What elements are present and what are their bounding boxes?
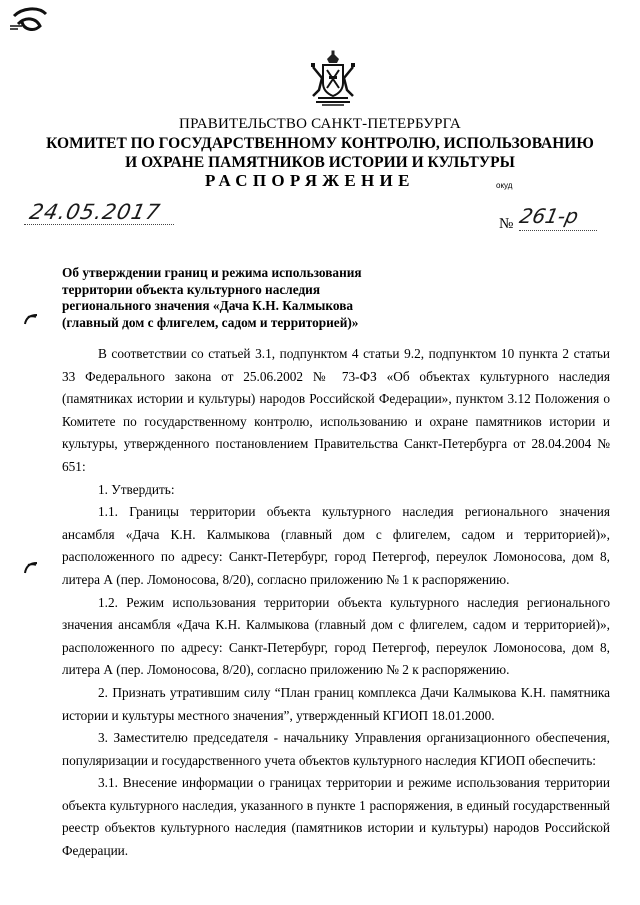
subject-line: регионального значения «Дача К.Н. Калмыкова bbox=[62, 298, 354, 313]
item-1-2-paragraph: 1.2. Режим использования территории объекта культурного наследия регионального значения ансамбля «Дача К.Н. Калмыкова (главный дом с флигелем, садом и территорией)», расположенного по адресу: Санкт-Петербург, город Петергоф, переулок Ломоносова, дом 8, литера А (пер. Ломоносова, 8/20), согласно приложению № 2 к распоряжению. bbox=[62, 594, 610, 678]
committee-line-1: КОМИТЕТ ПО ГОСУДАРСТВЕННОМУ КОНТРОЛЮ, ИСПОЛЬЗОВАНИЮ bbox=[46, 135, 594, 152]
corner-scribble-mark bbox=[8, 4, 52, 36]
handwritten-date: 24.05.2017 bbox=[27, 200, 163, 224]
government-title: ПРАВИТЕЛЬСТВО САНКТ-ПЕТЕРБУРГА bbox=[179, 116, 461, 132]
document-body bbox=[62, 343, 610, 863]
subject-line: территории объекта культурного наследия bbox=[62, 281, 321, 297]
subject-line: Об утверждении границ и режима использования bbox=[62, 265, 362, 280]
number-underline bbox=[519, 230, 597, 231]
date-underline bbox=[24, 224, 174, 225]
margin-mark-icon bbox=[22, 312, 40, 328]
document-type-title: РАСПОРЯЖЕНИЕ bbox=[205, 171, 415, 190]
committee-title bbox=[0, 134, 640, 172]
committee-line-2: И ОХРАНЕ ПАМЯТНИКОВ ИСТОРИИ И КУЛЬТУРЫ bbox=[125, 154, 515, 171]
item-1-1-paragraph: 1.1. Границы территории объекта культурного наследия регионального значения ансамбля «Дача К.Н. Калмыкова (главный дом с флигелем, садом и территорией)», расположенного по адресу: Санкт-Петербург, город Петергоф, переулок Ломоносова, дом 8, литера А (пер. Ломоносова, 8/20), согласно приложению № 1 к распоряжению. bbox=[62, 504, 610, 587]
okud-label: окуд bbox=[496, 181, 513, 190]
preamble-paragraph: В соответствии со статьей 3.1, подпунктом 4 статьи 9.2, подпунктом 10 пункта 2 статьи 33 Федерального закона от 25.06.2002 № 73-ФЗ «Об объектах культурного наследия (памятниках истории и культуры) народов Российской Федерации», пунктом 3.12 Положения о Комитете по государственному контролю, использованию и охране памятников истории и культуры, утвержденного постановлением Правительства Санкт-Петербурга от 28.04.2004 № 651: bbox=[62, 346, 610, 474]
item-3-1-paragraph: 3.1. Внесение информации о границах территории и режиме использования территории объекта культурного наследия, указанного в пункте 1 распоряжения, в единый государственный реестр объектов культурного наследия (памятников истории и культуры) народов Российской Федерации. bbox=[62, 775, 610, 859]
number-label: № bbox=[499, 216, 514, 232]
coat-of-arms-icon bbox=[308, 50, 358, 108]
handwritten-number: 261-р bbox=[517, 204, 581, 228]
item-3-paragraph: 3. Заместителю председателя - начальнику Управления организационного обеспечения, популяризации и государственного учета объектов культурного наследия КГИОП обеспечить: bbox=[62, 730, 610, 768]
margin-mark-icon bbox=[22, 560, 40, 576]
item-2-paragraph: 2. Признать утратившим силу “План границ комплекса Дачи Калмыкова К.Н. памятника истории и культуры местного значения”, утвержденный КГИОП 18.01.2000. bbox=[62, 684, 610, 723]
subject-line: (главный дом с флигелем, садом и территорией)» bbox=[62, 314, 359, 330]
document-subject bbox=[62, 265, 392, 331]
item-1-paragraph: 1. Утвердить: bbox=[98, 481, 175, 497]
